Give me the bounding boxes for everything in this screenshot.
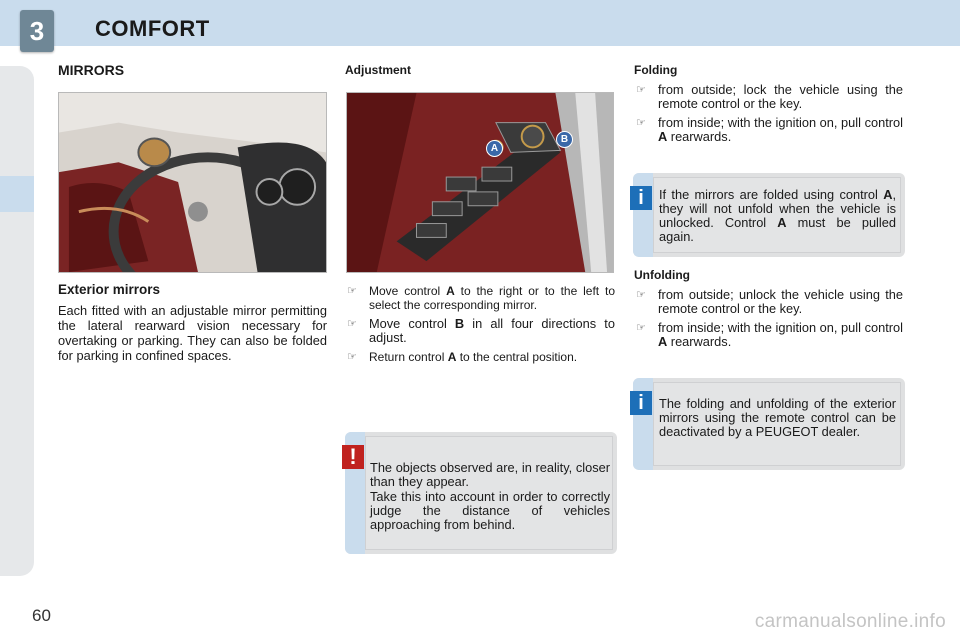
warning-text-2: Take this into account in order to correctly judge the distance of vehicles approaching from behind. — [370, 489, 610, 532]
list-item: ☞ Return control A to the central position. — [347, 350, 578, 364]
section-title: MIRRORS — [58, 62, 125, 78]
warning-note — [345, 432, 617, 554]
pointing-hand-icon: ☞ — [636, 289, 646, 301]
list-item: ☞ from inside; with the ignition on, pull control A rearwards. — [636, 320, 903, 349]
info-icon: i — [630, 186, 652, 210]
unfolding-info-text: The folding and unfolding of the exterior mirrors using the remote control can be deactivated by a PEUGEOT dealer. — [659, 396, 896, 439]
pointing-hand-icon: ☞ — [347, 285, 357, 297]
side-tab — [0, 66, 34, 176]
side-tab-active — [0, 176, 34, 212]
list-item: ☞ Move control B in all four directions to adjust. — [347, 316, 615, 345]
pointing-hand-icon: ☞ — [636, 84, 646, 96]
interior-mirror-photo — [58, 92, 327, 273]
list-item: ☞ from outside; lock the vehicle using the remote control or the key. — [636, 82, 903, 111]
pointing-hand-icon: ☞ — [636, 117, 646, 129]
info-icon: i — [630, 391, 652, 415]
unfolding-heading: Unfolding — [634, 268, 690, 282]
pointing-hand-icon: ☞ — [347, 351, 357, 363]
unfolding-info-note — [633, 378, 905, 470]
mirror-control-photo — [346, 92, 614, 273]
folding-steps — [636, 83, 903, 149]
adjustment-heading: Adjustment — [345, 63, 411, 77]
unfolding-steps — [636, 288, 903, 354]
photo-label-b: B — [556, 131, 573, 148]
chapter-number-badge: 3 — [20, 10, 54, 52]
chapter-title: COMFORT — [95, 16, 210, 41]
watermark: carmanualsonline.info — [754, 611, 946, 632]
page-number: 60 — [32, 606, 51, 625]
adjustment-steps — [347, 284, 615, 369]
exterior-mirrors-text: Each fitted with an adjustable mirror permitting the lateral rearward vision necessary for overtaking or parking. They can also be folded for parking in confined spaces. — [58, 303, 327, 363]
folding-info-note — [633, 173, 905, 257]
list-item: ☞ from inside; with the ignition on, pull control A rearwards. — [636, 115, 903, 144]
list-item: ☞ from outside; unlock the vehicle using the remote control or the key. — [636, 287, 903, 316]
warning-text-1: The objects observed are, in reality, closer than they appear. — [370, 460, 610, 489]
folding-info-text: If the mirrors are folded using control A, they will not unfold when the vehicle is unlocked. Control A must be pulled again. — [659, 187, 896, 244]
pointing-hand-icon: ☞ — [636, 322, 646, 334]
pointing-hand-icon: ☞ — [347, 318, 357, 330]
warning-icon: ! — [342, 445, 364, 469]
photo-label-a: A — [486, 140, 503, 157]
side-tab — [0, 212, 34, 576]
exterior-mirrors-heading: Exterior mirrors — [58, 282, 161, 297]
list-item: ☞ Move control A to the right or to the left to select the corresponding mirror. — [347, 284, 615, 312]
folding-heading: Folding — [634, 63, 678, 77]
